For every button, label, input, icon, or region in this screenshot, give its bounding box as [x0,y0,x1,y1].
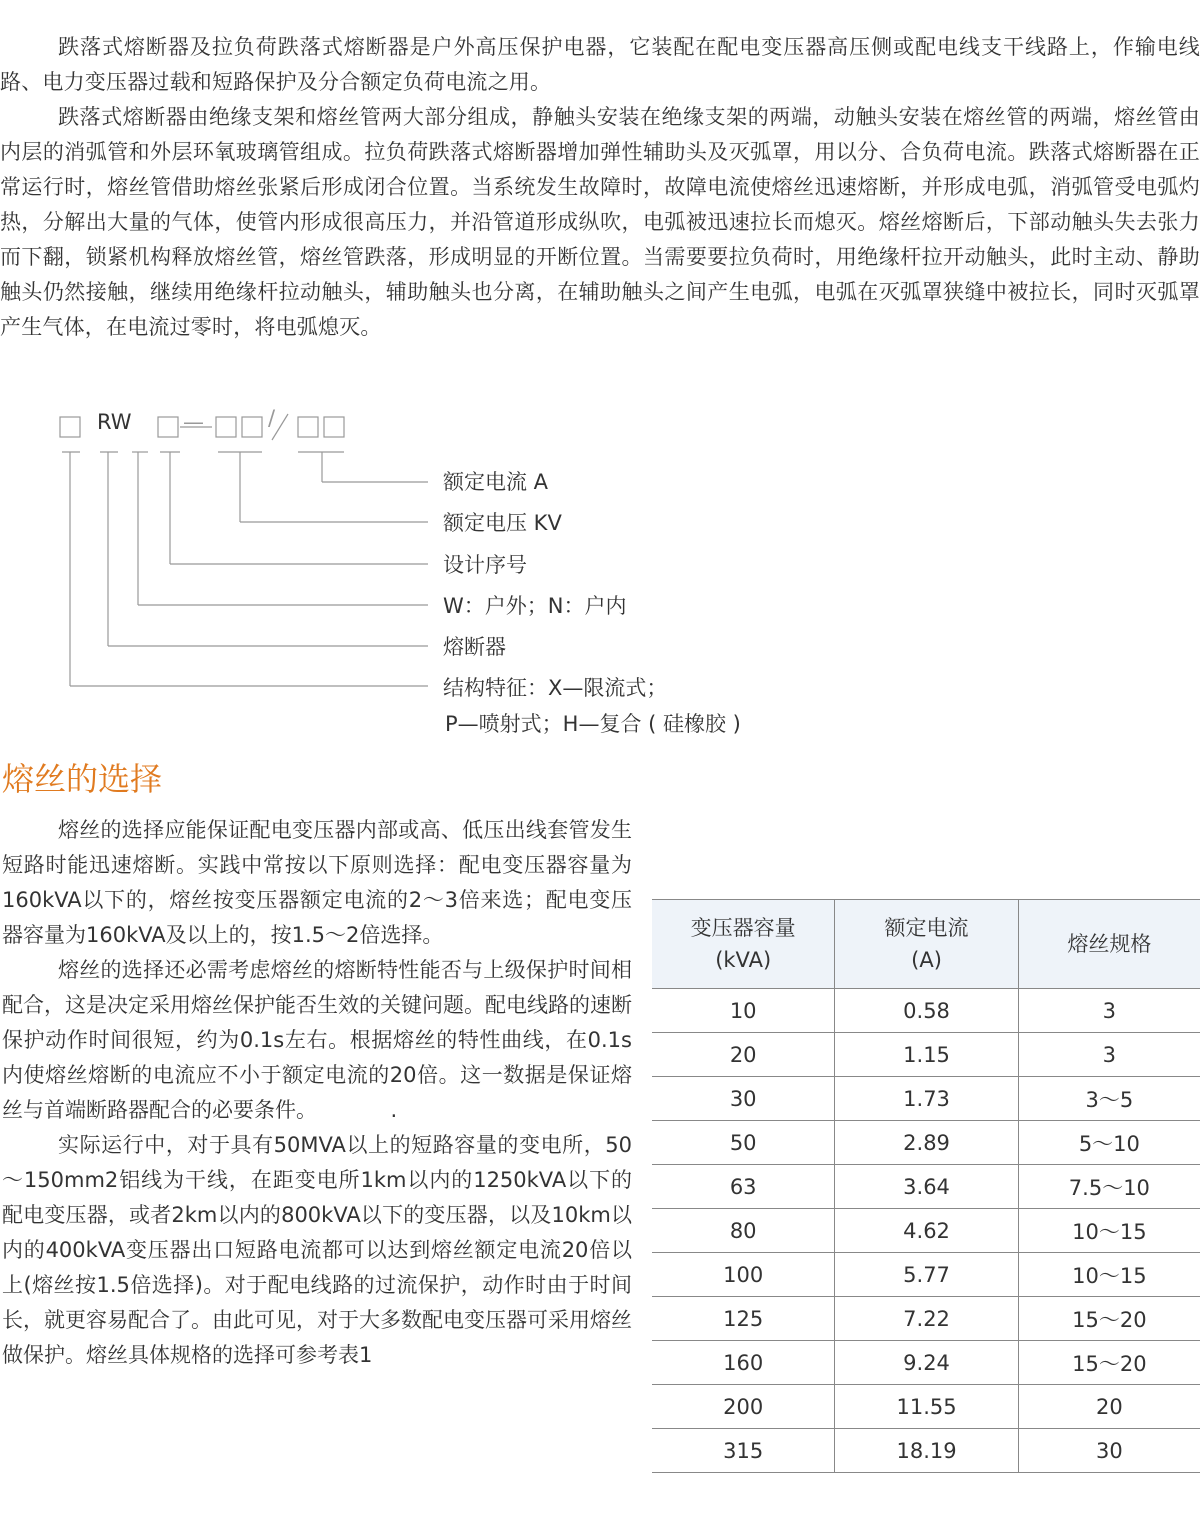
fuse-spec-table [652,899,1200,1473]
table-row [652,1297,1200,1341]
cell-fuse-spec: 10～15 [1018,1253,1200,1297]
code-box-structure [60,417,80,437]
model-code-text: RW [97,410,132,434]
table-body [652,989,1200,1473]
cell-rated-current: 1.15 [835,1033,1018,1077]
intro-text [0,30,1200,345]
table-row [652,1033,1200,1077]
cell-capacity: 315 [652,1429,835,1473]
cell-capacity: 63 [652,1165,835,1209]
table-row [652,1341,1200,1385]
table-row [652,1209,1200,1253]
cell-capacity: 100 [652,1253,835,1297]
fuse-paragraph-2: 熔丝的选择还必需考虑熔丝的熔断特性能否与上级保护时间相配合，这是决定采用熔丝保护能否生效的关键问题。配电线路的速断保护动作时间很短，约为0.1s左右。根据熔丝的特性曲线，在0.1s内使熔丝熔断的电流应不小于额定电流的20倍。这一数据是保证熔丝与首端断路器配合的必要条件。 . [2,958,632,1122]
table-row [652,1121,1200,1165]
cell-fuse-spec: 7.5～10 [1018,1165,1200,1209]
cell-rated-current: 0.58 [835,989,1018,1033]
table-row [652,1077,1200,1121]
cell-fuse-spec: 10～15 [1018,1209,1200,1253]
cell-capacity: 200 [652,1385,835,1429]
cell-fuse-spec: 15～20 [1018,1297,1200,1341]
cell-capacity: 50 [652,1121,835,1165]
table-row [652,1429,1200,1473]
cell-capacity: 125 [652,1297,835,1341]
fuse-selection-text [2,813,632,1373]
cell-rated-current: 18.19 [835,1429,1018,1473]
code-label-indoor-outdoor: W：户外；N：户内 [443,594,627,618]
intro-paragraph-1: 跌落式熔断器及拉负荷跌落式熔断器是户外高压保护电器，它装配在配电变压器高压侧或配电线支干线路上，作输电线路、电力变压器过载和短路保护及分合额定负荷电流之用。 [0,35,1200,94]
cell-fuse-spec: 3～5 [1018,1077,1200,1121]
header-capacity: 变压器容量 (kVA) [652,900,835,989]
header-fuse-spec: 熔丝规格 [1018,900,1200,989]
code-box-current-2 [324,417,344,437]
section-title: 熔丝的选择 [2,760,163,798]
cell-rated-current: 3.64 [835,1165,1018,1209]
table-row [652,1385,1200,1429]
table-row [652,1253,1200,1297]
cell-rated-current: 7.22 [835,1297,1018,1341]
cell-rated-current: 11.55 [835,1385,1018,1429]
cell-capacity: 20 [652,1033,835,1077]
table-header-row [652,900,1200,989]
fuse-paragraph-1: 熔丝的选择应能保证配电变压器内部或高、低压出线套管发生短路时能迅速熔断。实践中常按以下原则选择：配电变压器容量为160kVA以下的，熔丝按变压器额定电流的2～3倍来选；配电变压器容量为160kVA及以上的，按1.5～2倍选择。 [2,818,632,947]
cell-fuse-spec: 5～10 [1018,1121,1200,1165]
table-row [652,1165,1200,1209]
model-code-dash: — [183,410,204,434]
cell-fuse-spec: 3 [1018,989,1200,1033]
fuse-paragraph-3: 实际运行中，对于具有50MVA以上的短路容量的变电所，50～150mm2铝线为干线，在距变电所1km以内的1250kVA以下的配电变压器，或者2km以内的800kVA以下的变压器，以及10km以内的400kVA变压器出口短路电流都可以达到熔丝额定电流20倍以上(熔丝按1.5倍选择)。对于配电线路的过流保护，动作时由于时间长，就更容易配合了。由此可见，对于大多数配电变压器可采用熔丝做保护。熔丝具体规格的选择可参考表1 [2,1133,632,1367]
cell-rated-current: 5.77 [835,1253,1018,1297]
cell-rated-current: 1.73 [835,1077,1018,1121]
cell-fuse-spec: 3 [1018,1033,1200,1077]
cell-capacity: 160 [652,1341,835,1385]
code-box-voltage-1 [216,417,236,437]
code-label-design-number: 设计序号 [443,553,527,577]
model-code-slash: / [268,406,276,430]
cell-fuse-spec: 20 [1018,1385,1200,1429]
header-rated-current: 额定电流 (A) [835,900,1018,989]
cell-rated-current: 9.24 [835,1341,1018,1385]
code-label-rated-current: 额定电流 A [443,470,549,494]
cell-capacity: 10 [652,989,835,1033]
code-box-current-1 [298,417,318,437]
model-code-diagram [0,400,900,750]
cell-rated-current: 4.62 [835,1209,1018,1253]
intro-paragraph-2: 跌落式熔断器由绝缘支架和熔丝管两大部分组成，静触头安装在绝缘支架的两端，动触头安装在熔丝管的两端，熔丝管由内层的消弧管和外层环氧玻璃管组成。拉负荷跌落式熔断器增加弹性辅助头及灭弧罩，用以分、合负荷电流。跌落式熔断器在正常运行时，熔丝管借助熔丝张紧后形成闭合位置。当系统发生故障时，故障电流使熔丝迅速熔断，并形成电弧，消弧管受电弧灼热，分解出大量的气体，使管内形成很高压力，并沿管道形成纵吹，电弧被迅速拉长而熄灭。熔丝熔断后，下部动触头失去张力而下翻，锁紧机构释放熔丝管，熔丝管跌落，形成明显的开断位置。当需要要拉负荷时，用绝缘杆拉开动触头，此时主动、静助触头仍然接触，继续用绝缘杆拉动触头，辅助触头也分离，在辅助触头之间产生电弧，电弧在灭弧罩狭缝中被拉长，同时灭弧罩产生气体，在电流过零时，将电弧熄灭。 [0,105,1200,339]
code-label-fuse: 熔断器 [443,635,506,659]
code-box-design [158,417,178,437]
cell-rated-current: 2.89 [835,1121,1018,1165]
code-label-structure: 结构特征：X—限流式； [443,676,668,700]
code-label-structure-cont: P—喷射式；H—复合 ( 硅橡胶 ) [445,712,741,736]
cell-capacity: 80 [652,1209,835,1253]
cell-fuse-spec: 15～20 [1018,1341,1200,1385]
code-label-rated-voltage: 额定电压 KV [443,511,562,535]
cell-capacity: 30 [652,1077,835,1121]
cell-fuse-spec: 30 [1018,1429,1200,1473]
table-row [652,989,1200,1033]
code-box-voltage-2 [242,417,262,437]
